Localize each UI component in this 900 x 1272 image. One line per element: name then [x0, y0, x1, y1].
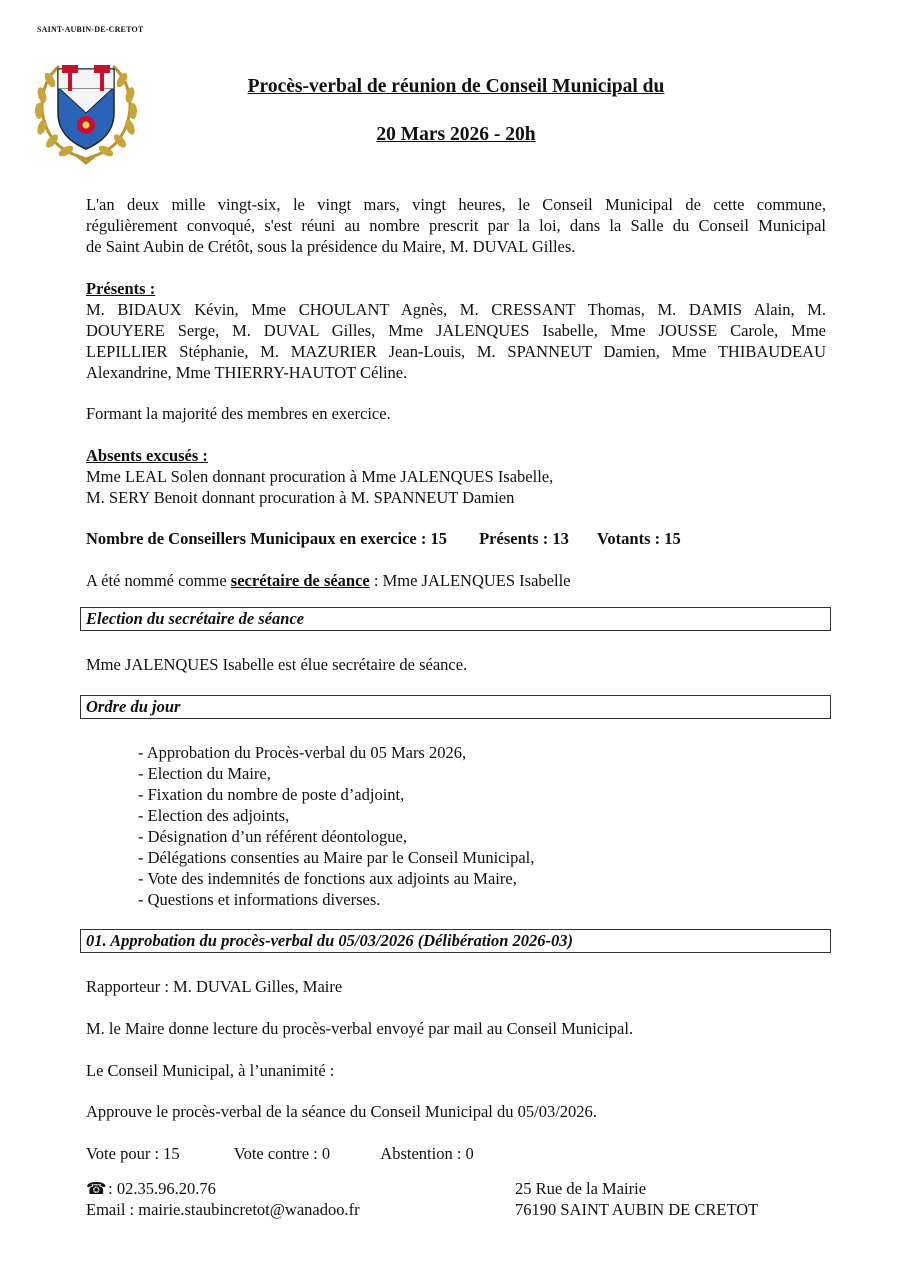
- rapporteur-line: Rapporteur : M. DUVAL Gilles, Maire: [86, 977, 343, 996]
- telephone-icon: ☎: [86, 1179, 107, 1198]
- agenda-item: - Délégations consenties au Maire par le Conseil Municipal,: [138, 848, 535, 867]
- approuve-line: Approuve le procès-verbal de la séance du Conseil Municipal du 05/03/2026.: [86, 1102, 597, 1121]
- commune-name: SAINT-AUBIN-DE-CRETOT: [37, 25, 144, 34]
- secretary-line: [86, 570, 826, 591]
- section-01-header: 01. Approbation du procès-verbal du 05/03/2026 (Délibération 2026-03): [80, 929, 831, 953]
- coat-of-arms-logo: [28, 55, 144, 167]
- secretary-label: secrétaire de séance: [230, 571, 370, 590]
- conseil-line: Le Conseil Municipal, à l’unanimité :: [86, 1061, 335, 1080]
- intro-line: régulièrement convoqué, s'est réuni au nombre prescrit par la loi, dans la Salle du Conseil Municipal: [86, 216, 826, 235]
- page-title-line1: Procès-verbal de réunion de Conseil Municipal du: [247, 76, 665, 97]
- lecture-line: M. le Maire donne lecture du procès-verbal envoyé par mail au Conseil Municipal.: [86, 1019, 634, 1038]
- agenda-item: - Questions et informations diverses.: [138, 890, 381, 909]
- secretary-suffix: : Mme JALENQUES Isabelle: [369, 571, 571, 590]
- count-presents: Présents : 13: [479, 529, 569, 548]
- agenda-item: - Désignation d’un référent déontologue,: [138, 827, 407, 846]
- presents-section: [86, 278, 826, 383]
- absents-heading: Absents excusés :: [86, 446, 208, 465]
- count-exercice: Nombre de Conseillers Municipaux en exercice : 15: [86, 529, 447, 548]
- abstention: Abstention : 0: [380, 1144, 474, 1163]
- footer-email: Email : mairie.staubincretot@wanadoo.fr: [86, 1200, 360, 1219]
- absents-line: M. SERY Benoit donnant procuration à M. SPANNEUT Damien: [86, 488, 515, 507]
- intro-line: L'an deux mille vingt-six, le vingt mars, vingt heures, le Conseil Municipal de cette commune,: [86, 195, 826, 214]
- page-title-line2: 20 Mars 2026 - 20h: [376, 124, 536, 145]
- section-election-header: Election du secrétaire de séance: [80, 607, 831, 631]
- footer-phone-line: [86, 1178, 360, 1199]
- absents-line: Mme LEAL Solen donnant procuration à Mme JALENQUES Isabelle,: [86, 467, 554, 486]
- presents-line: M. BIDAUX Kévin, Mme CHOULANT Agnès, M. CRESSANT Thomas, M. DAMIS Alain, M.: [86, 300, 826, 319]
- footer-address: [515, 1178, 758, 1220]
- intro-line: de Saint Aubin de Crétôt, sous la présidence du Maire, M. DUVAL Gilles.: [86, 237, 576, 256]
- election-text: Mme JALENQUES Isabelle est élue secrétaire de séance.: [86, 655, 468, 674]
- counts-line: [86, 528, 826, 549]
- agenda-list: [138, 742, 534, 910]
- presents-line: Alexandrine, Mme THIERRY-HAUTOT Céline.: [86, 363, 408, 382]
- agenda-item: - Approbation du Procès-verbal du 05 Mars 2026,: [138, 743, 467, 762]
- agenda-item: - Vote des indemnités de fonctions aux adjoints au Maire,: [138, 869, 517, 888]
- section-agenda-header: Ordre du jour: [80, 695, 831, 719]
- vote-contre: Vote contre : 0: [233, 1144, 331, 1163]
- intro-paragraph: [86, 194, 826, 257]
- agenda-item: - Election des adjoints,: [138, 806, 290, 825]
- vote-line: [86, 1143, 826, 1164]
- count-votants: Votants : 15: [597, 529, 681, 548]
- footer-contact: [86, 1178, 360, 1220]
- presents-heading: Présents :: [86, 279, 156, 298]
- agenda-item: - Fixation du nombre de poste d’adjoint,: [138, 785, 405, 804]
- presents-line: DOUYERE Serge, M. DUVAL Gilles, Mme JALENQUES Isabelle, Mme JOUSSE Carole, Mme: [86, 321, 826, 340]
- footer-address-line2: 76190 SAINT AUBIN DE CRETOT: [515, 1200, 759, 1219]
- majority-text: Formant la majorité des membres en exercice.: [86, 404, 391, 423]
- footer-address-line1: 25 Rue de la Mairie: [515, 1179, 647, 1198]
- footer-phone: : 02.35.96.20.76: [104, 1179, 216, 1198]
- presents-line: LEPILLIER Stéphanie, M. MAZURIER Jean-Louis, M. SPANNEUT Damien, Mme THIBAUDEAU: [86, 342, 826, 361]
- secretary-prefix: A été nommé comme: [86, 571, 231, 590]
- absents-section: [86, 445, 826, 508]
- vote-pour: Vote pour : 15: [86, 1144, 180, 1163]
- agenda-item: - Election du Maire,: [138, 764, 271, 783]
